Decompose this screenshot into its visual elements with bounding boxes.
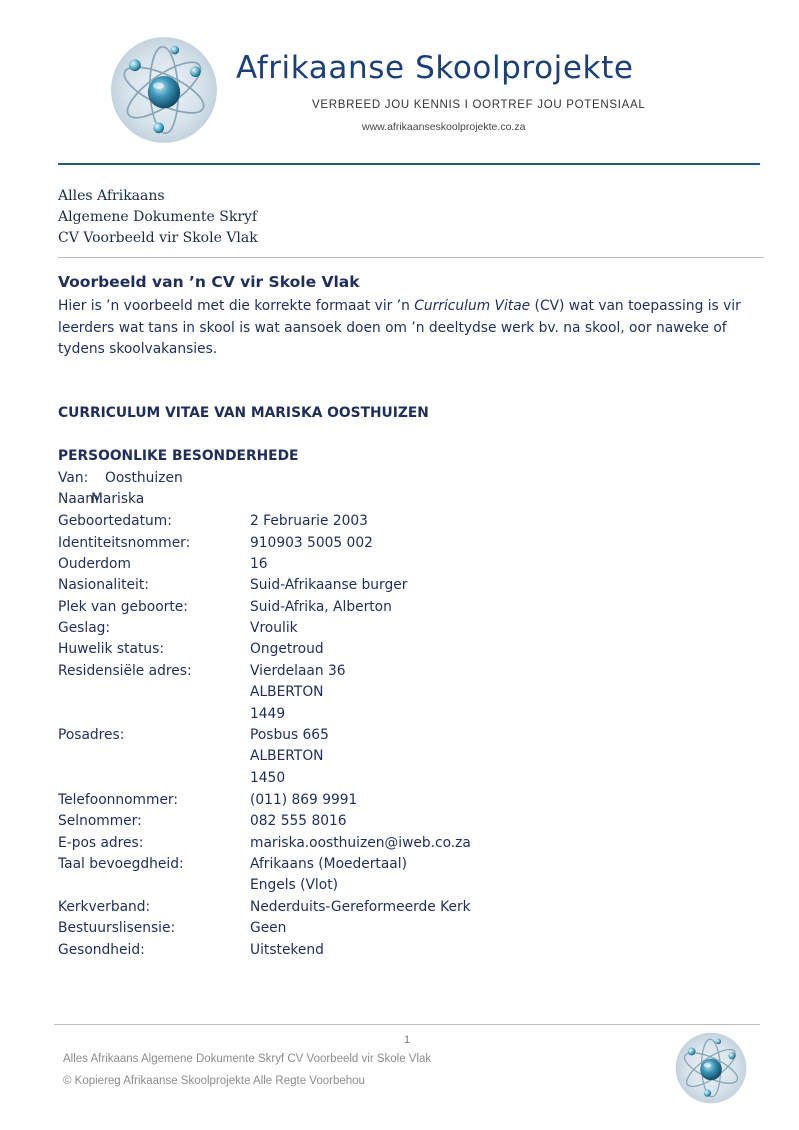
detail-value: Mariska [91, 491, 145, 507]
detail-value: ALBERTON [250, 684, 324, 700]
detail-value: Afrikaans (Moedertaal) [250, 856, 407, 872]
detail-label: Telefoonnommer: [58, 792, 179, 808]
intro-text-start: Hier is ’n voorbeeld met die korrekte formaat vir ’n [58, 298, 415, 314]
detail-value: 082 555 8016 [250, 813, 347, 829]
document-heading: Voorbeeld van ’n CV vir Skole Vlak [58, 273, 360, 291]
detail-value: 16 [250, 556, 268, 572]
footer-copyright: © Kopiereg Afrikaanse Skoolprojekte Alle Regte Voorbehou [63, 1075, 365, 1087]
detail-label: Selnommer: [58, 813, 142, 829]
intro-line-3: tydens skoolvakansies. [58, 341, 218, 357]
detail-value: 1449 [250, 706, 286, 722]
detail-label: Ouderdom [58, 556, 131, 572]
breadcrumb [58, 186, 258, 249]
section-title-personal: PERSOONLIKE BESONDERHEDE [58, 448, 299, 464]
detail-label: Naam: [58, 491, 104, 507]
email-link[interactable]: mariska.oosthuizen@iweb.co.za [250, 835, 471, 851]
brand-url[interactable]: www.afrikaanseskoolprojekte.co.za [362, 121, 526, 133]
breadcrumb-level-1: Alles Afrikaans [58, 188, 165, 204]
detail-value: Suid-Afrikaanse burger [250, 577, 408, 593]
detail-value: Vroulik [250, 620, 298, 636]
detail-value: Suid-Afrika, Alberton [250, 599, 392, 615]
detail-label: Posadres: [58, 727, 125, 743]
cv-title: CURRICULUM VITAE VAN MARISKA OOSTHUIZEN [58, 405, 429, 421]
detail-value: 910903 5005 002 [250, 535, 373, 551]
atom-globe-logo-icon [110, 36, 218, 144]
detail-value: 2 Februarie 2003 [250, 513, 368, 529]
detail-value: Oosthuizen [105, 470, 183, 486]
detail-label: Plek van geboorte: [58, 599, 188, 615]
atom-globe-logo-small-icon [675, 1032, 747, 1104]
detail-value: 1450 [250, 770, 286, 786]
detail-value: Uitstekend [250, 942, 324, 958]
detail-label: Kerkverband: [58, 899, 151, 915]
intro-line-1 [58, 296, 763, 318]
detail-label: Bestuurslisensie: [58, 920, 176, 936]
detail-value: Posbus 665 [250, 727, 329, 743]
breadcrumb-level-2: Algemene Dokumente Skryf [58, 209, 258, 225]
detail-value: Nederduits-Gereformeerde Kerk [250, 899, 471, 915]
intro-paragraph [58, 296, 763, 361]
detail-label: E-pos adres: [58, 835, 144, 851]
detail-value: (011) 869 9991 [250, 792, 358, 808]
detail-label: Geboortedatum: [58, 513, 172, 529]
brand-tagline: VERBREED JOU KENNIS I OORTREF JOU POTENSIAAL [312, 99, 646, 111]
intro-line-2: leerders wat tans in skool is wat aansoek doen om ’n deeltydse werk bv. na skool, oor naweke of [58, 319, 727, 336]
page-number: 1 [404, 1034, 411, 1046]
footer-divider [54, 1024, 760, 1025]
breadcrumb-level-3: CV Voorbeeld vir Skole Vlak [58, 230, 258, 246]
detail-label: Identiteitsnommer: [58, 535, 191, 551]
detail-value: ALBERTON [250, 748, 324, 764]
detail-label: Huwelik status: [58, 641, 164, 657]
detail-value: Geen [250, 920, 287, 936]
detail-value: Ongetroud [250, 641, 324, 657]
header-divider [58, 163, 760, 165]
detail-value: Vierdelaan 36 [250, 663, 346, 679]
brand-title: Afrikaanse Skoolprojekte [236, 50, 634, 86]
detail-label: Nasionaliteit: [58, 577, 149, 593]
detail-label: Taal bevoegdheid: [58, 856, 184, 872]
detail-label: Residensiële adres: [58, 663, 192, 679]
detail-label: Gesondheid: [58, 942, 145, 958]
footer-document-path: Alles Afrikaans Algemene Dokumente Skryf CV Voorbeeld vir Skole Vlak [63, 1053, 432, 1065]
intro-italic-term: Curriculum Vitae [414, 298, 531, 314]
detail-label: Van: [58, 470, 89, 486]
detail-label: Geslag: [58, 620, 111, 636]
detail-value: Engels (Vlot) [250, 877, 339, 893]
intro-text-end: (CV) wat van toepassing is vir [530, 298, 741, 314]
breadcrumb-divider [58, 257, 764, 258]
